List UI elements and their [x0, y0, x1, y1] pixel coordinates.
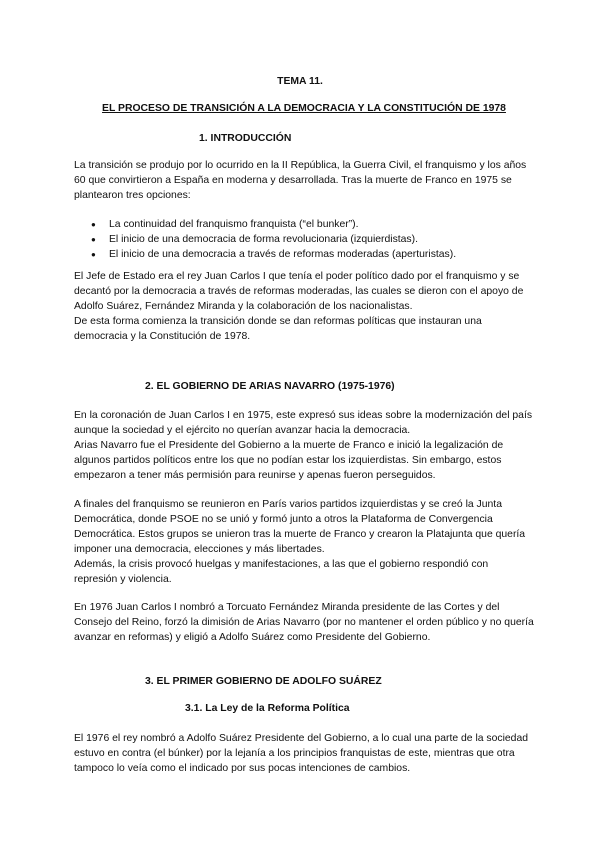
paragraph: Además, la crisis provocó huelgas y manifestaciones, a las que el gobierno respondió con represión y violencia.	[74, 559, 489, 585]
section-2-body-a	[74, 408, 534, 483]
paragraph: En la coronación de Juan Carlos I en 1975, este expresó sus ideas sobre la modernización del país aunque la sociedad y el ejército no querían avanzar hacia la democracia.	[74, 410, 533, 436]
section-3-1-heading: 3.1. La Ley de la Reforma Política	[185, 703, 350, 714]
document-title: EL PROCESO DE TRANSICIÓN A LA DEMOCRACIA Y LA CONSTITUCIÓN DE 1978	[102, 103, 506, 114]
topic-label: TEMA 11.	[277, 76, 323, 87]
paragraph: A finales del franquismo se reunieron en París varios partidos izquierdistas y se creó la Junta Democrática, donde PSOE no se unió y formó junto a otros la Plataforma de Convergencia Democrática. Estos grupos se unieron tras la muerte de Franco y crearon la Platajunta que quería imponer una democracia, elecciones y más libertades.	[74, 499, 526, 555]
paragraph: El Jefe de Estado era el rey Juan Carlos I que tenía el poder político dado por el franquismo y se decantó por la democracia a través de reformas moderadas, las cuales se dieron con el apoyo de Adolfo Suárez, Fernández Miranda y la colaboración de los nacionalistas.	[74, 271, 524, 312]
section-3-heading: 3. EL PRIMER GOBIERNO DE ADOLFO SUÁREZ	[145, 676, 382, 687]
intro-paragraph: La transición se produjo por lo ocurrido en la II República, la Guerra Civil, el franquismo y los años 60 que convirtieron a España en moderna y desarrollada. Tras la muerte de Franco en 1975 se plantearon tres opciones:	[74, 160, 527, 201]
section-2-body-c	[74, 600, 534, 645]
section-2-heading: 2. EL GOBIERNO DE ARIAS NAVARRO (1975-1976)	[145, 381, 395, 392]
options-list	[74, 217, 534, 262]
list-item: ● El inicio de una democracia a través de reformas moderadas (aperturistas).	[74, 247, 534, 262]
section-1-heading: 1. INTRODUCCIÓN	[199, 133, 292, 144]
paragraph: Arias Navarro fue el Presidente del Gobierno a la muerte de Franco e inició la legalización de algunos partidos políticos entre los que no podían estar los izquierdistas. Sin embargo, estos empezaron a tener más permisión para reunirse y apenas fueron perseguidos.	[74, 440, 504, 481]
section-3-body	[74, 731, 534, 776]
section-2-body-b	[74, 497, 534, 587]
paragraph: De esta forma comienza la transición donde se dan reformas políticas que instauran una democracia y la Constitución de 1978.	[74, 316, 482, 342]
list-item: ● El inicio de una democracia de forma revolucionaria (izquierdistas).	[74, 232, 534, 247]
list-item: ● La continuidad del franquismo franquista (“el bunker”).	[74, 217, 534, 232]
section-1-intro	[74, 158, 534, 203]
paragraph: El 1976 el rey nombró a Adolfo Suárez Presidente del Gobierno, a lo cual una parte de la sociedad estuvo en contra (el búnker) por la lejanía a los principios franquistas de este, mientras que otra tampoco lo veía como el indicado por sus pocas intenciones de cambios.	[74, 733, 529, 774]
paragraph: En 1976 Juan Carlos I nombró a Torcuato Fernández Miranda presidente de las Cortes y del Consejo del Reino, forzó la dimisión de Arias Navarro (por no mantener el orden público y no quería avanzar en reformas) y eligió a Adolfo Suárez como Presidente del Gobierno.	[74, 602, 534, 643]
section-1-body	[74, 269, 534, 344]
